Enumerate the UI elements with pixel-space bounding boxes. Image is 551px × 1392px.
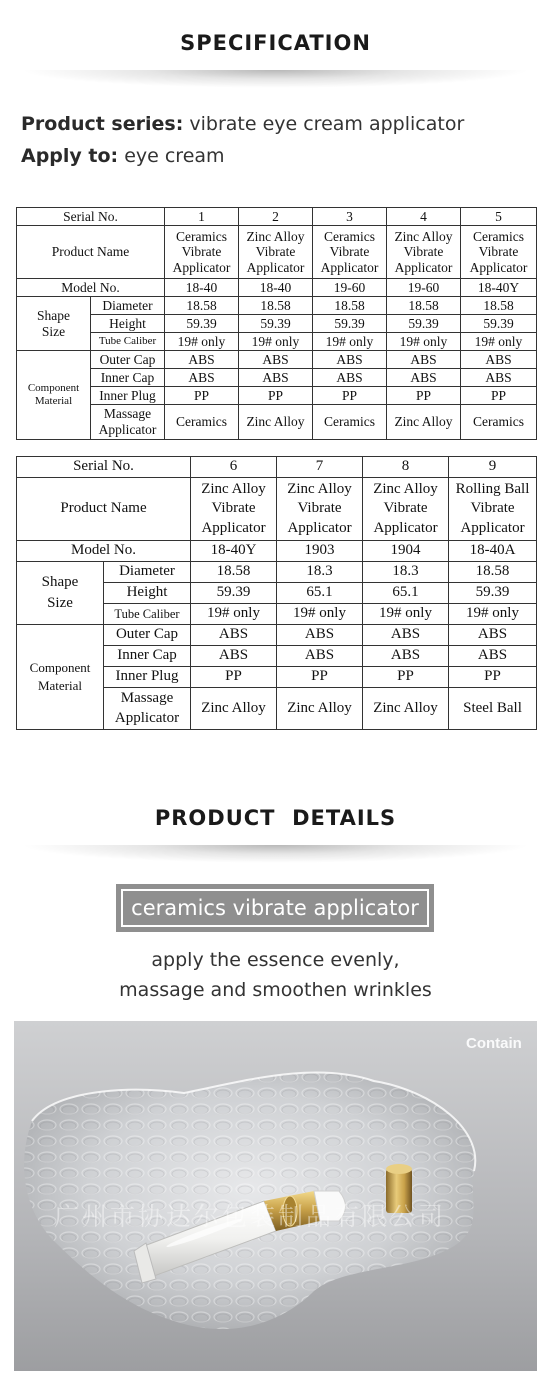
diameter-cell: 18.58 xyxy=(165,297,239,315)
massage-applicator-label: Massage Applicator xyxy=(104,688,191,730)
tube-caliber-cell: 19# only xyxy=(461,333,537,351)
inner-cap-cell: ABS xyxy=(191,646,277,667)
model-cell: 18-40 xyxy=(165,279,239,297)
diameter-cell: 18.58 xyxy=(239,297,313,315)
tube-caliber-cell: 19# only xyxy=(313,333,387,351)
component-material-label: Component Material xyxy=(17,351,91,440)
diameter-label: Diameter xyxy=(104,562,191,583)
model-cell: 1904 xyxy=(363,541,449,562)
serial-label: Serial No. xyxy=(17,457,191,478)
product-photo-illustration xyxy=(14,1021,537,1371)
inner-plug-cell: PP xyxy=(461,387,537,405)
model-cell: 18-40Y xyxy=(461,279,537,297)
title-shadow-divider xyxy=(20,70,531,88)
model-label: Model No. xyxy=(17,279,165,297)
massage-cell: Ceramics xyxy=(165,405,239,440)
outer-cap-cell: ABS xyxy=(461,351,537,369)
product-series-line xyxy=(21,113,464,135)
inner-cap-cell: ABS xyxy=(387,369,461,387)
watermark: 广州市协达尔包装制品有限公司 xyxy=(54,1202,447,1231)
outer-cap-cell: ABS xyxy=(239,351,313,369)
massage-cell: Zinc Alloy xyxy=(363,688,449,730)
height-cell: 65.1 xyxy=(277,583,363,604)
height-cell: 59.39 xyxy=(461,315,537,333)
inner-cap-cell: ABS xyxy=(363,646,449,667)
product-name-cell: Rolling Ball Vibrate Applicator xyxy=(449,478,537,541)
table-row xyxy=(17,541,537,562)
apply-to-value: eye cream xyxy=(124,145,225,167)
tube-caliber-cell: 19# only xyxy=(449,604,537,625)
massage-cell: Zinc Alloy xyxy=(277,688,363,730)
tube-caliber-label: Tube Caliber xyxy=(91,333,165,351)
inner-cap-cell: ABS xyxy=(449,646,537,667)
product-name-label: Product Name xyxy=(17,478,191,541)
table-row xyxy=(17,369,537,387)
product-series-label: Product series: xyxy=(21,113,184,135)
height-cell: 59.39 xyxy=(387,315,461,333)
inner-cap-label: Inner Cap xyxy=(91,369,165,387)
serial-cell: 2 xyxy=(239,208,313,226)
inner-cap-label: Inner Cap xyxy=(104,646,191,667)
table-row xyxy=(17,208,537,226)
inner-plug-cell: PP xyxy=(449,667,537,688)
product-name-cell: Zinc Alloy Vibrate Applicator xyxy=(277,478,363,541)
massage-cell: Ceramics xyxy=(313,405,387,440)
brand-logo: Contain xyxy=(466,1035,522,1052)
product-name-label: Product Name xyxy=(17,226,165,279)
tube-caliber-cell: 19# only xyxy=(277,604,363,625)
diameter-cell: 18.3 xyxy=(363,562,449,583)
model-cell: 18-40Y xyxy=(191,541,277,562)
height-cell: 59.39 xyxy=(313,315,387,333)
table-row xyxy=(17,405,537,440)
product-series-value: vibrate eye cream applicator xyxy=(189,113,465,135)
serial-cell: 8 xyxy=(363,457,449,478)
inner-plug-cell: PP xyxy=(165,387,239,405)
serial-cell: 7 xyxy=(277,457,363,478)
massage-cell: Steel Ball xyxy=(449,688,537,730)
massage-cell: Zinc Alloy xyxy=(387,405,461,440)
spec-table-2 xyxy=(16,456,537,730)
product-name-cell: Zinc Alloy Vibrate Applicator xyxy=(239,226,313,279)
product-tag xyxy=(116,884,434,932)
outer-cap-cell: ABS xyxy=(165,351,239,369)
caption-line-1: apply the essence evenly, xyxy=(151,949,400,971)
product-name-cell: Zinc Alloy Vibrate Applicator xyxy=(363,478,449,541)
product-name-cell: Ceramics Vibrate Applicator xyxy=(313,226,387,279)
tube-caliber-cell: 19# only xyxy=(239,333,313,351)
product-name-cell: Ceramics Vibrate Applicator xyxy=(461,226,537,279)
specification-title: SPECIFICATION xyxy=(180,31,371,55)
serial-cell: 9 xyxy=(449,457,537,478)
outer-cap-label: Outer Cap xyxy=(104,625,191,646)
inner-plug-label: Inner Plug xyxy=(104,667,191,688)
tube-caliber-cell: 19# only xyxy=(387,333,461,351)
table-row xyxy=(17,297,537,315)
outer-cap-cell: ABS xyxy=(277,625,363,646)
inner-plug-label: Inner Plug xyxy=(91,387,165,405)
product-name-cell: Ceramics Vibrate Applicator xyxy=(165,226,239,279)
outer-cap-cell: ABS xyxy=(449,625,537,646)
serial-label: Serial No. xyxy=(17,208,165,226)
tube-caliber-cell: 19# only xyxy=(165,333,239,351)
tube-caliber-cell: 19# only xyxy=(363,604,449,625)
inner-cap-cell: ABS xyxy=(277,646,363,667)
product-details-title: PRODUCT DETAILS xyxy=(154,806,397,830)
diameter-cell: 18.58 xyxy=(313,297,387,315)
outer-cap-label: Outer Cap xyxy=(91,351,165,369)
table-row xyxy=(17,351,537,369)
spec-table-1 xyxy=(16,207,537,440)
apply-to-label: Apply to: xyxy=(21,145,119,167)
inner-plug-cell: PP xyxy=(239,387,313,405)
outer-cap-cell: ABS xyxy=(363,625,449,646)
component-material-label: Component Material xyxy=(17,625,104,730)
inner-cap-cell: ABS xyxy=(313,369,387,387)
height-cell: 59.39 xyxy=(449,583,537,604)
table-row xyxy=(17,625,537,646)
diameter-cell: 18.58 xyxy=(387,297,461,315)
massage-applicator-label: Massage Applicator xyxy=(91,405,165,440)
inner-plug-cell: PP xyxy=(277,667,363,688)
inner-cap-cell: ABS xyxy=(239,369,313,387)
tube-caliber-cell: 19# only xyxy=(191,604,277,625)
title-shadow-divider xyxy=(20,845,531,863)
table-row xyxy=(17,387,537,405)
height-cell: 65.1 xyxy=(363,583,449,604)
table-row xyxy=(17,562,537,583)
height-cell: 59.39 xyxy=(239,315,313,333)
diameter-cell: 18.58 xyxy=(191,562,277,583)
diameter-cell: 18.58 xyxy=(449,562,537,583)
inner-plug-cell: PP xyxy=(313,387,387,405)
caption-line-2: massage and smoothen wrinkles xyxy=(119,979,432,1001)
serial-cell: 4 xyxy=(387,208,461,226)
serial-cell: 6 xyxy=(191,457,277,478)
product-name-cell: Zinc Alloy Vibrate Applicator xyxy=(191,478,277,541)
massage-cell: Ceramics xyxy=(461,405,537,440)
height-label: Height xyxy=(104,583,191,604)
product-name-cell: Zinc Alloy Vibrate Applicator xyxy=(387,226,461,279)
model-cell: 18-40A xyxy=(449,541,537,562)
model-cell: 1903 xyxy=(277,541,363,562)
inner-plug-cell: PP xyxy=(363,667,449,688)
product-photo xyxy=(14,1021,537,1371)
product-tag-label: ceramics vibrate applicator xyxy=(121,889,429,927)
massage-cell: Zinc Alloy xyxy=(191,688,277,730)
inner-cap-cell: ABS xyxy=(165,369,239,387)
height-cell: 59.39 xyxy=(191,583,277,604)
serial-cell: 1 xyxy=(165,208,239,226)
table-row xyxy=(17,279,537,297)
massage-cell: Zinc Alloy xyxy=(239,405,313,440)
table-row xyxy=(17,333,537,351)
table-row xyxy=(17,457,537,478)
model-cell: 19-60 xyxy=(313,279,387,297)
table-row xyxy=(17,315,537,333)
outer-cap-cell: ABS xyxy=(313,351,387,369)
shape-size-label: Shape Size xyxy=(17,562,104,625)
diameter-label: Diameter xyxy=(91,297,165,315)
model-label: Model No. xyxy=(17,541,191,562)
serial-cell: 3 xyxy=(313,208,387,226)
model-cell: 19-60 xyxy=(387,279,461,297)
apply-to-line xyxy=(21,145,225,167)
inner-plug-cell: PP xyxy=(191,667,277,688)
inner-plug-cell: PP xyxy=(387,387,461,405)
model-cell: 18-40 xyxy=(239,279,313,297)
outer-cap-cell: ABS xyxy=(387,351,461,369)
height-cell: 59.39 xyxy=(165,315,239,333)
outer-cap-cell: ABS xyxy=(191,625,277,646)
diameter-cell: 18.3 xyxy=(277,562,363,583)
diameter-cell: 18.58 xyxy=(461,297,537,315)
inner-cap-cell: ABS xyxy=(461,369,537,387)
height-label: Height xyxy=(91,315,165,333)
table-row xyxy=(17,226,537,279)
serial-cell: 5 xyxy=(461,208,537,226)
table-row xyxy=(17,478,537,541)
shape-size-label: Shape Size xyxy=(17,297,91,351)
tube-caliber-label: Tube Caliber xyxy=(104,604,191,625)
